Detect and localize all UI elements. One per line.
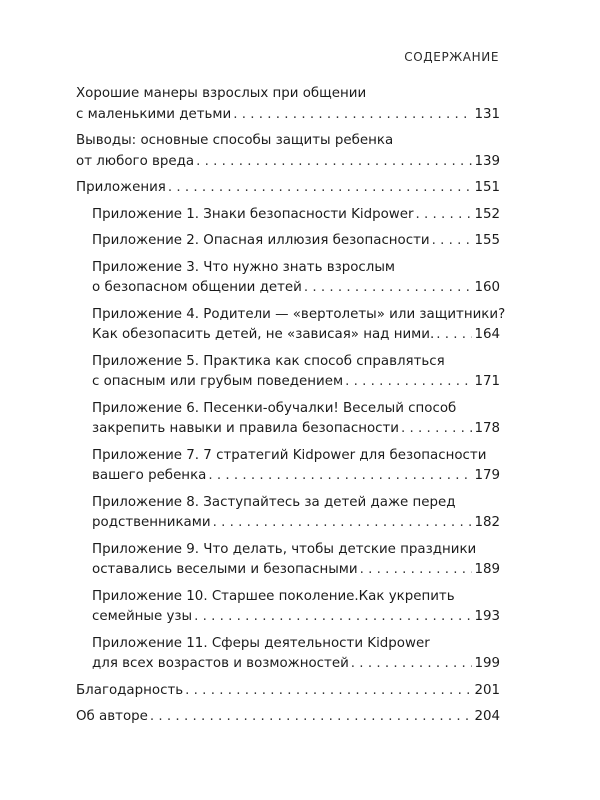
toc-entry bbox=[92, 540, 500, 581]
toc-entry-last-line bbox=[92, 372, 500, 393]
toc-entry bbox=[92, 634, 500, 675]
toc-page-number: 199 bbox=[474, 656, 500, 671]
toc-entry-title-line: Приложение 3. Что нужно знать взрослым bbox=[92, 259, 396, 275]
toc-page-number: 182 bbox=[474, 515, 500, 530]
dot-leader bbox=[213, 513, 473, 534]
toc-page-number: 189 bbox=[474, 562, 500, 577]
toc-entry-title-line: Приложения bbox=[76, 180, 166, 195]
toc-entry-last-line bbox=[92, 231, 500, 252]
dot-leader bbox=[208, 466, 472, 487]
toc-entry bbox=[76, 681, 500, 702]
toc-entry-title-line: с опасным или грубым поведением bbox=[92, 374, 344, 389]
toc-entry-title-line: Приложение 11. Сферы деятельности Kidpower bbox=[92, 635, 430, 651]
toc-entry-title-line: семейные узы bbox=[92, 609, 193, 624]
toc-entry bbox=[92, 231, 500, 252]
toc-entry-title-line: закрепить навыки и правила безопасности bbox=[92, 421, 400, 436]
toc-entry-title-line: вашего ребенка bbox=[92, 468, 207, 483]
toc-entry-last-line bbox=[92, 513, 500, 534]
toc-entry-last-line bbox=[76, 681, 500, 702]
toc-entry bbox=[92, 258, 500, 299]
toc-page-number: 160 bbox=[474, 280, 500, 295]
toc-page-number: 151 bbox=[474, 180, 500, 195]
toc-page-number: 152 bbox=[474, 206, 500, 222]
toc-entry-last-line bbox=[92, 419, 500, 440]
dot-leader bbox=[436, 325, 472, 346]
toc-entry-last-line bbox=[92, 205, 500, 226]
toc-page-number: 139 bbox=[474, 153, 500, 169]
toc-entry-title-line: о безопасном общении детей bbox=[92, 280, 302, 295]
toc-entry bbox=[76, 707, 500, 728]
toc-entry bbox=[92, 305, 506, 346]
toc-entry-last-line bbox=[92, 466, 500, 487]
toc-entry-last-line bbox=[76, 152, 500, 173]
toc-entry-title-line: Хорошие манеры взрослых при общении bbox=[76, 86, 367, 101]
dot-leader bbox=[168, 178, 473, 199]
toc-entry-title-line: Приложение 10. Старшее поколение.Как укрепить bbox=[92, 588, 455, 604]
toc-entry-title-line: Приложение 4. Родители — «вертолеты» или защитники? bbox=[92, 306, 506, 322]
toc-entry-title-line: Приложение 1. Знаки безопасности Kidpower bbox=[92, 206, 414, 222]
page-header: СОДЕРЖАНИЕ bbox=[404, 50, 499, 64]
toc-entry-title-line: Приложение 9. Что делать, чтобы детские праздники bbox=[92, 541, 477, 557]
toc-page-number: 201 bbox=[474, 682, 500, 698]
toc-page-number: 164 bbox=[474, 327, 500, 342]
toc-entry-title-line: Об авторе bbox=[76, 709, 148, 724]
toc-page-number: 131 bbox=[474, 106, 500, 122]
toc-entry-title-line: с маленькими детьми bbox=[76, 106, 232, 122]
dot-leader bbox=[196, 152, 472, 173]
dot-leader bbox=[345, 372, 472, 393]
toc-entry-title-line: Приложение 8. Заступайтесь за детей даже перед bbox=[92, 494, 456, 510]
toc-entry-title-line: Выводы: основные способы защиты ребенка bbox=[76, 133, 394, 148]
toc-entry-title-line: Как обезопасить детей, не «зависая» над ними. bbox=[92, 327, 435, 342]
table-of-contents bbox=[76, 84, 506, 734]
toc-page-number: 178 bbox=[474, 421, 500, 436]
toc-page-number: 204 bbox=[474, 709, 500, 724]
toc-entry-last-line bbox=[92, 560, 500, 581]
toc-entry-last-line bbox=[76, 178, 500, 199]
toc-entry bbox=[92, 399, 500, 440]
toc-page-number: 193 bbox=[474, 609, 500, 624]
dot-leader bbox=[351, 654, 473, 675]
dot-leader bbox=[401, 419, 472, 440]
toc-entry-title-line: Благодарность bbox=[76, 682, 184, 698]
dot-leader bbox=[194, 607, 472, 628]
toc-entry-title-line: оставались веселыми и безопасными bbox=[92, 562, 358, 577]
dot-leader bbox=[360, 560, 473, 581]
toc-entry bbox=[76, 84, 500, 125]
toc-page-number: 179 bbox=[474, 468, 500, 483]
toc-entry-title-line: Приложение 2. Опасная иллюзия безопасности bbox=[92, 233, 430, 248]
toc-entry-title-line: для всех возрастов и возможностей bbox=[92, 656, 349, 671]
toc-entry-last-line bbox=[92, 325, 500, 346]
toc-entry-title-line: Приложение 5. Практика как способ справляться bbox=[92, 353, 445, 369]
toc-entry-title-line: Приложение 7. 7 стратегий Kidpower для безопасности bbox=[92, 447, 487, 463]
dot-leader bbox=[233, 105, 472, 126]
dot-leader bbox=[185, 681, 472, 702]
dot-leader bbox=[416, 205, 473, 226]
toc-entry bbox=[76, 178, 500, 199]
toc-page-number: 155 bbox=[474, 233, 500, 248]
toc-entry bbox=[76, 131, 500, 172]
toc-entry-title-line: Приложение 6. Песенки-обучалки! Веселый способ bbox=[92, 400, 457, 416]
toc-entry-last-line bbox=[92, 607, 500, 628]
toc-page-number: 171 bbox=[474, 374, 500, 389]
dot-leader bbox=[150, 707, 473, 728]
toc-entry bbox=[92, 587, 500, 628]
toc-entry-title-line: от любого вреда bbox=[76, 153, 195, 169]
dot-leader bbox=[432, 231, 473, 252]
toc-entry-last-line bbox=[76, 105, 500, 126]
toc-entry-last-line bbox=[76, 707, 500, 728]
toc-entry bbox=[92, 493, 500, 534]
toc-entry-last-line bbox=[92, 278, 500, 299]
dot-leader bbox=[304, 278, 473, 299]
toc-entry-title-line: родственниками bbox=[92, 515, 211, 530]
toc-entry bbox=[92, 352, 500, 393]
toc-entry-last-line bbox=[92, 654, 500, 675]
toc-entry bbox=[92, 205, 500, 226]
toc-entry bbox=[92, 446, 500, 487]
